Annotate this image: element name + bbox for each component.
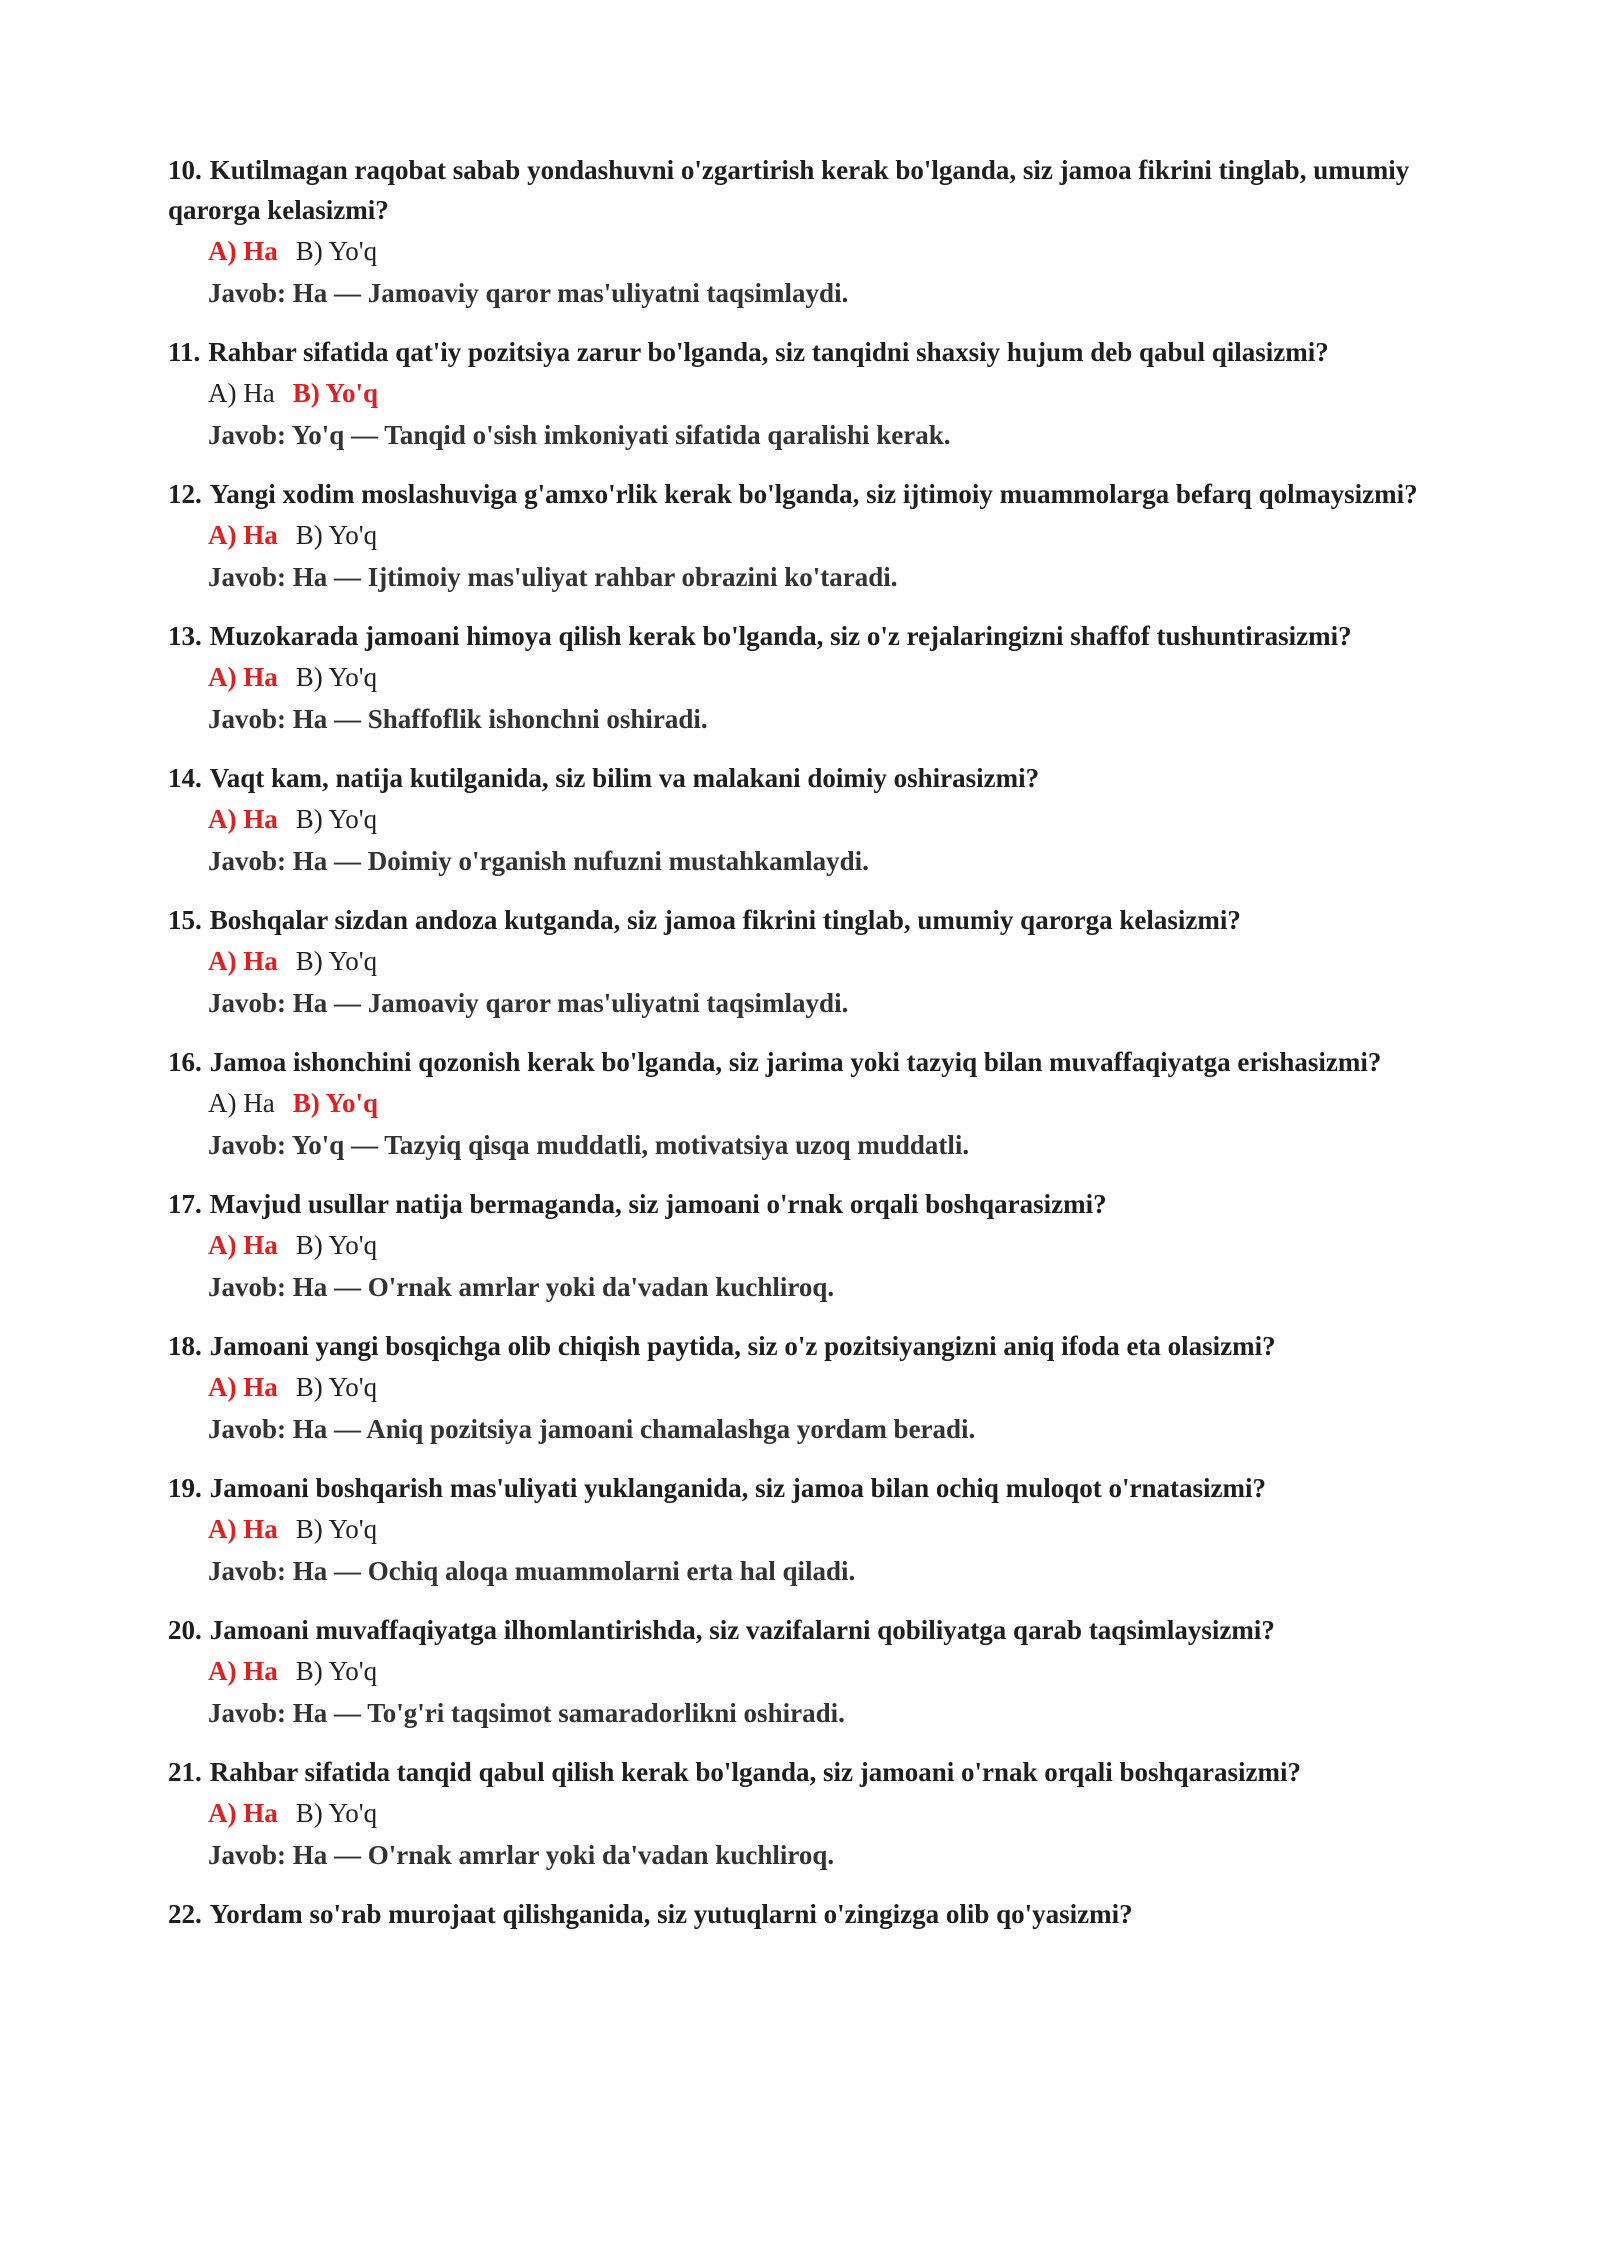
answer-options [208,1224,1448,1266]
option-a: A) Ha [208,1230,278,1260]
question-text [168,1042,1448,1082]
answer-text: Javob: Ha — Aniq pozitsiya jamoani chamalashga yordam beradi. [208,1414,976,1444]
option-b: B) Yo'q [295,1230,378,1260]
answer-options [208,230,1448,272]
question-number: 22. [168,1899,202,1929]
option-b: B) Yo'q [295,804,378,834]
option-a: A) Ha [208,946,278,976]
option-b: B) Yo'q [295,662,378,692]
answer-text: Javob: Yo'q — Tazyiq qisqa muddatli, motivatsiya uzoq muddatli. [208,1130,970,1160]
question-text [168,1610,1448,1650]
question-number: 19. [168,1473,202,1503]
answer-text: Javob: Yo'q — Tanqid o'sish imkoniyati sifatida qaralishi kerak. [208,420,951,450]
option-b: B) Yo'q [292,378,379,408]
option-b: B) Yo'q [295,1514,378,1544]
question-item [168,1610,1448,1734]
answer-options [208,1366,1448,1408]
answer-options [208,514,1448,556]
answer-text: Javob: Ha — Doimiy o'rganish nufuzni mustahkamlaydi. [208,846,869,876]
question-text [168,150,1448,230]
question-item [168,1894,1448,1934]
answer-text: Javob: Ha — Ochiq aloqa muammolarni erta hal qiladi. [208,1556,856,1586]
option-a: A) Ha [208,1514,278,1544]
answer-options [208,1082,1448,1124]
option-a: A) Ha [208,378,275,408]
answer-options [208,1792,1448,1834]
question-item [168,1042,1448,1166]
answer-options [208,940,1448,982]
question-text [168,758,1448,798]
question-number: 15. [168,905,202,935]
option-b: B) Yo'q [295,946,378,976]
option-b: B) Yo'q [295,1372,378,1402]
option-a: A) Ha [208,520,278,550]
option-a: A) Ha [208,236,278,266]
question-number: 20. [168,1615,202,1645]
question-number: 12. [168,479,202,509]
answer-text: Javob: Ha — Jamoaviy qaror mas'uliyatni taqsimlaydi. [208,988,849,1018]
option-a: A) Ha [208,1798,278,1828]
option-b: B) Yo'q [295,520,378,550]
question-label: Jamoani muvaffaqiyatga ilhomlantirishda, siz vazifalarni qobiliyatga qarab taqsimlaysizmi? [209,1615,1275,1645]
question-number: 10. [168,155,202,185]
question-text [168,1752,1448,1792]
option-b: B) Yo'q [292,1088,379,1118]
option-b: B) Yo'q [295,1656,378,1686]
question-text [168,1468,1448,1508]
option-a: A) Ha [208,1372,278,1402]
question-item [168,150,1448,314]
question-number: 18. [168,1331,202,1361]
question-text [168,1326,1448,1366]
question-item [168,1184,1448,1308]
question-item [168,616,1448,740]
question-number: 21. [168,1757,202,1787]
question-item [168,1326,1448,1450]
option-a: A) Ha [208,1088,275,1118]
answer-text: Javob: Ha — Ijtimoiy mas'uliyat rahbar obrazini ko'taradi. [208,562,898,592]
question-number: 17. [168,1189,202,1219]
question-item [168,1752,1448,1876]
question-text [168,900,1448,940]
question-label: Jamoani boshqarish mas'uliyati yuklanganida, siz jamoa bilan ochiq muloqot o'rnatasizmi? [209,1473,1266,1503]
option-a: A) Ha [208,1656,278,1686]
answer-text: Javob: Ha — O'rnak amrlar yoki da'vadan kuchliroq. [208,1272,835,1302]
answer-options [208,798,1448,840]
question-label: Vaqt kam, natija kutilganida, siz bilim va malakani doimiy oshirasizmi? [209,763,1040,793]
question-label: Mavjud usullar natija bermaganda, siz jamoani o'rnak orqali boshqarasizmi? [209,1189,1107,1219]
option-b: B) Yo'q [295,1798,378,1828]
question-text [168,332,1448,372]
option-a: A) Ha [208,662,278,692]
question-number: 16. [168,1047,202,1077]
question-number: 11. [168,337,201,367]
question-item [168,1468,1448,1592]
question-label: Boshqalar sizdan andoza kutganda, siz jamoa fikrini tinglab, umumiy qarorga kelasizmi? [209,905,1241,935]
question-text [168,616,1448,656]
question-item [168,758,1448,882]
answer-options [208,1650,1448,1692]
answer-text: Javob: Ha — Shaffoflik ishonchni oshiradi. [208,704,708,734]
question-item [168,474,1448,598]
question-item [168,332,1448,456]
question-label: Yangi xodim moslashuviga g'amxo'rlik kerak bo'lganda, siz ijtimoiy muammolarga befarq qolmaysizmi? [209,479,1418,509]
answer-text: Javob: Ha — Jamoaviy qaror mas'uliyatni taqsimlaydi. [208,278,849,308]
answer-options [208,1508,1448,1550]
question-item [168,900,1448,1024]
question-number: 13. [168,621,202,651]
question-label: Jamoa ishonchini qozonish kerak bo'lganda, siz jarima yoki tazyiq bilan muvaffaqiyatga erishasizmi? [209,1047,1382,1077]
answer-text: Javob: Ha — O'rnak amrlar yoki da'vadan kuchliroq. [208,1840,835,1870]
question-label: Kutilmagan raqobat sabab yondashuvni o'zgartirish kerak bo'lganda, siz jamoa fikrini tinglab, umumiy qarorga kelasizmi? [168,155,1410,225]
question-label: Rahbar sifatida tanqid qabul qilish kerak bo'lganda, siz jamoani o'rnak orqali boshqarasizmi? [209,1757,1302,1787]
option-b: B) Yo'q [295,236,378,266]
question-number: 14. [168,763,202,793]
question-text [168,1184,1448,1224]
question-label: Jamoani yangi bosqichga olib chiqish paytida, siz o'z pozitsiyangizni aniq ifoda eta olasizmi? [209,1331,1276,1361]
question-label: Yordam so'rab murojaat qilishganida, siz yutuqlarni o'zingizga olib qo'yasizmi? [209,1899,1133,1929]
answer-options [208,656,1448,698]
question-text [168,474,1448,514]
question-label: Muzokarada jamoani himoya qilish kerak bo'lganda, siz o'z rejalaringizni shaffof tushuntirasizmi? [209,621,1352,651]
question-list [168,150,1448,1952]
option-a: A) Ha [208,804,278,834]
answer-text: Javob: Ha — To'g'ri taqsimot samaradorlikni oshiradi. [208,1698,845,1728]
question-label: Rahbar sifatida qat'iy pozitsiya zarur bo'lganda, siz tanqidni shaxsiy hujum deb qabul qilasizmi? [208,337,1329,367]
answer-options [208,372,1448,414]
question-text [168,1894,1448,1934]
